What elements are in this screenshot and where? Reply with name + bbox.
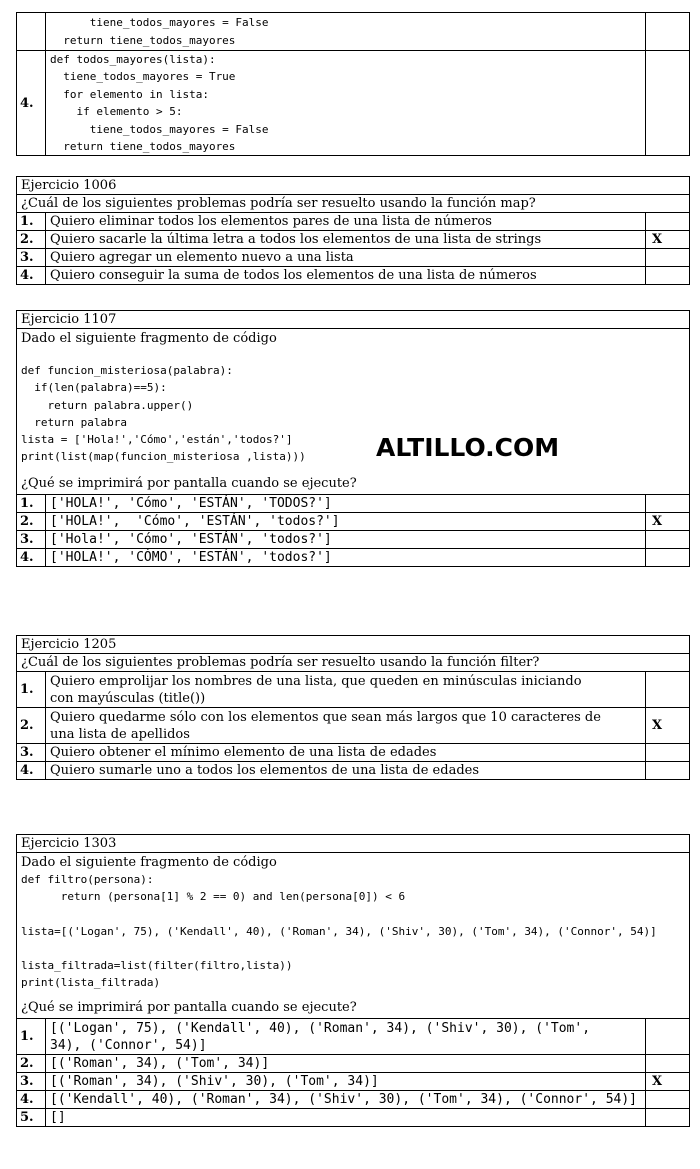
answer-mark: [646, 51, 690, 156]
answer-mark: [645, 762, 689, 780]
exercise-intro: Dado el siguiente fragmento de código: [21, 855, 277, 870]
answer-mark: [646, 13, 690, 51]
code-line: lista = ['Hola!','Cómo','están','todos?']: [21, 432, 293, 446]
code-line: tiene_todos_mayores = True: [50, 70, 236, 84]
code-line: def todos_mayores(lista):: [50, 53, 216, 66]
exercise-body: [17, 329, 690, 495]
option-code-cell: [46, 51, 646, 156]
option-number: 3.: [17, 531, 46, 549]
option-text: Quiero emprolijar los nombres de una lista, que queden en minúsculas iniciando con mayúsculas (title()): [46, 672, 646, 708]
option-number: 5.: [17, 1109, 46, 1127]
option-code-cell: [46, 13, 646, 51]
option-number: 4.: [17, 549, 46, 567]
exercise-question: ¿Cuál de los siguientes problemas podría ser resuelto usando la función map?: [17, 195, 690, 213]
option-text: [('Roman', 34), ('Shiv', 30), ('Tom', 34)]: [46, 1073, 646, 1091]
answer-mark: [645, 1019, 689, 1055]
code-block: def filtro(persona): return (persona[1] % 2 == 0) and len(persona[0]) < 6 lista=[('Logan', 75), ('Kendall', 40), ('Roman', 34), ('Shiv', 30), ('Tom', 34), ('Connor', 54)] lista_filtrada=list(filter(filtro,lista)) print(lista_filtrada): [21, 873, 657, 990]
option-text: Quiero obtener el mínimo elemento de una lista de edades: [46, 744, 646, 762]
option-number: 2.: [17, 231, 46, 249]
option-text: Quiero eliminar todos los elementos pares de una lista de números: [46, 213, 646, 231]
option-text: Quiero sumarle uno a todos los elementos de una lista de edades: [46, 762, 646, 780]
option-number: 1.: [17, 672, 46, 708]
exercise-question: ¿Qué se imprimirá por pantalla cuando se ejecute?: [21, 1000, 357, 1016]
option-number: 4.: [17, 267, 46, 285]
option-number: 4.: [17, 1091, 46, 1109]
answer-mark: [645, 549, 689, 567]
option-text: ['HOLA!', 'Cómo', 'ESTÁN', 'todos?']: [46, 513, 646, 531]
option-number: 2.: [17, 513, 46, 531]
answer-mark: [645, 249, 689, 267]
option-text: [('Logan', 75), ('Kendall', 40), ('Roman', 34), ('Shiv', 30), ('Tom', 34), ('Connor', 54)]: [46, 1019, 646, 1055]
option-text: [('Kendall', 40), ('Roman', 34), ('Shiv', 30), ('Tom', 34), ('Connor', 54)]: [46, 1091, 646, 1109]
answer-mark: X: [645, 231, 689, 249]
exercise-body: [17, 853, 690, 1019]
exercise-question: ¿Cuál de los siguientes problemas podría ser resuelto usando la función filter?: [17, 654, 690, 672]
answer-mark: X: [645, 513, 689, 531]
answer-mark: [645, 213, 689, 231]
exercise-intro: Dado el siguiente fragmento de código: [21, 331, 277, 346]
answer-mark: [645, 531, 689, 549]
exercise-1205: [16, 635, 690, 780]
answer-mark: [645, 495, 689, 513]
answer-mark: X: [645, 708, 689, 744]
exercise-1006: [16, 176, 690, 285]
option-number: 1.: [17, 213, 46, 231]
answer-mark: X: [645, 1073, 689, 1091]
code-line: def funcion_misteriosa(palabra):: [21, 364, 233, 377]
code-line: return palabra: [21, 416, 127, 430]
exercise-title: Ejercicio 1303: [17, 835, 690, 853]
code-line: tiene_todos_mayores = False: [50, 16, 269, 30]
option-text: [('Roman', 34), ('Tom', 34)]: [46, 1055, 646, 1073]
exercise-title: Ejercicio 1006: [17, 177, 690, 195]
option-number: 4.: [17, 762, 46, 780]
exercise-1303: [16, 834, 690, 1127]
option-number: 1.: [17, 1019, 46, 1055]
code-line: return tiene_todos_mayores: [50, 140, 236, 154]
code-line: if(len(palabra)==5):: [21, 381, 167, 395]
option-number: 3.: [17, 744, 46, 762]
answer-mark: [645, 744, 689, 762]
exercise-title: Ejercicio 1107: [17, 311, 690, 329]
code-line: for elemento in lista:: [50, 87, 209, 101]
option-text: Quiero sacarle la última letra a todos los elementos de una lista de strings: [46, 231, 646, 249]
answer-mark: [645, 1109, 689, 1127]
option-number: 2.: [17, 708, 46, 744]
exercise-title: Ejercicio 1205: [17, 636, 690, 654]
option-text: Quiero quedarme sólo con los elementos que sean más largos que 10 caracteres de una lista de apellidos: [46, 708, 646, 744]
option-text: Quiero agregar un elemento nuevo a una lista: [46, 249, 646, 267]
option-text: ['Hola!', 'Cómo', 'ESTÁN', 'todos?']: [46, 531, 646, 549]
code-line: tiene_todos_mayores = False: [50, 122, 269, 136]
option-number: [17, 13, 46, 51]
option-number: 1.: [17, 495, 46, 513]
answer-mark: [645, 672, 689, 708]
answer-mark: [645, 1055, 689, 1073]
answer-mark: [645, 1091, 689, 1109]
altillo-watermark: ALTILLO.COM: [376, 433, 560, 462]
option-number: 3.: [17, 249, 46, 267]
option-text: ['HOLA!', 'CÓMO', 'ESTÁN', 'todos?']: [46, 549, 646, 567]
answer-mark: [645, 267, 689, 285]
option-text: []: [46, 1109, 646, 1127]
exercise-question: ¿Qué se imprimirá por pantalla cuando se ejecute?: [21, 476, 357, 492]
option-text: ['HOLA!', 'Cómo', 'ESTÁN', 'TODOS?']: [46, 495, 646, 513]
code-line: return palabra.upper(): [21, 398, 194, 412]
option-number: 4.: [17, 51, 46, 156]
exercise-1107: [16, 310, 690, 567]
option-text: Quiero conseguir la suma de todos los elementos de una lista de números: [46, 267, 646, 285]
option-number: 3.: [17, 1073, 46, 1091]
code-line: if elemento > 5:: [50, 105, 183, 119]
code-line: return tiene_todos_mayores: [50, 33, 236, 47]
top-code-table: [16, 12, 690, 156]
code-line: print(list(map(funcion_misteriosa ,lista))): [21, 450, 306, 464]
option-number: 2.: [17, 1055, 46, 1073]
